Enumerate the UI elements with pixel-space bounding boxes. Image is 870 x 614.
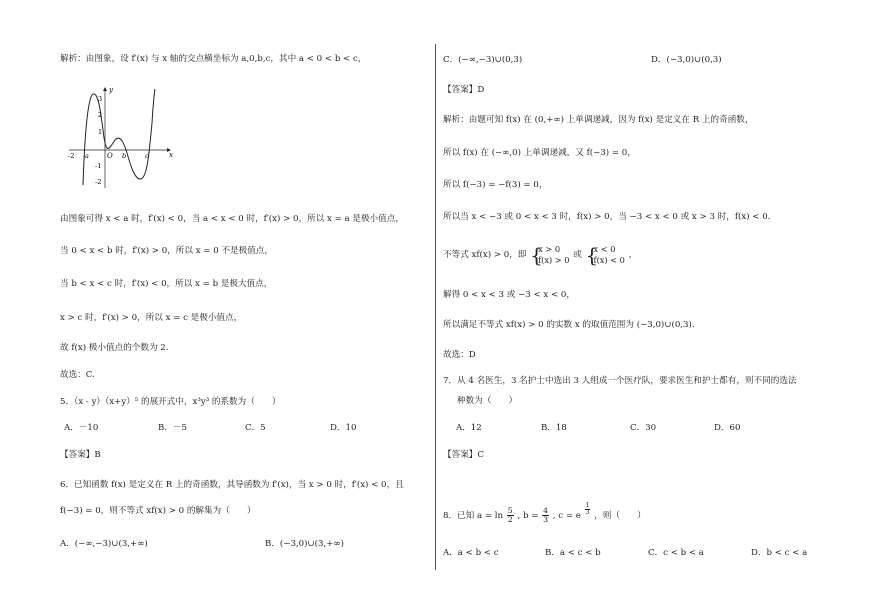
graph-tick-y-1: 1 bbox=[98, 128, 103, 136]
analysis-line-6: 故选：C. bbox=[60, 370, 95, 380]
q5-option-a: A．－10 bbox=[64, 423, 99, 433]
q5-option-d: D．10 bbox=[330, 423, 357, 433]
q8-prefix: 8．已知 a = ln bbox=[443, 510, 504, 521]
q7-option-d: D．60 bbox=[714, 423, 741, 433]
analysis-line-5: 故 f(x) 极小值点的个数为 2. bbox=[60, 343, 169, 353]
analysis-intro: 解析：由图象，设 f′(x) 与 x 轴的交点横坐标为 a,0,b,c，其中 a < 0 < b < c， bbox=[60, 54, 367, 64]
q8-frac-b-den: 3 bbox=[543, 514, 549, 524]
q6-analysis-7: 故选：D bbox=[443, 350, 476, 360]
graph-tick-y-2: 2 bbox=[98, 111, 103, 119]
ineq-sys1-row1: x > 0 bbox=[538, 243, 561, 254]
q6-option-a: A．(−∞,−3)∪(3,+∞) bbox=[60, 539, 148, 549]
q6-answer: 【答案】D bbox=[443, 85, 485, 95]
q8-option-c: C．c < b < a bbox=[648, 548, 704, 558]
q6-analysis-3: 所以 f(−3) = −f(3) = 0， bbox=[443, 180, 548, 190]
q6-analysis-6: 所以满足不等式 xf(x) > 0 的实数 x 的取值范围为 (−3,0)∪(0,3)． bbox=[443, 320, 701, 330]
q8-exp-num: 1 bbox=[585, 502, 590, 509]
q7-option-b: B．18 bbox=[541, 423, 567, 433]
analysis-line-3: 当 b < x < c 时，f′(x) < 0，所以 x = b 是极大值点， bbox=[60, 279, 273, 289]
question-6-line-2: f(−3) = 0，则不等式 xf(x) > 0 的解集为（ ） bbox=[60, 506, 256, 516]
column-divider bbox=[435, 44, 436, 570]
q8-suffix: ，则（ ） bbox=[594, 510, 646, 521]
q8-frac-b-num: 4 bbox=[543, 505, 549, 515]
ineq-prefix: 不等式 xf(x) > 0，即 bbox=[443, 250, 527, 260]
brace-2: { bbox=[585, 242, 599, 267]
q5-answer: 【答案】B bbox=[60, 450, 101, 460]
graph-x-label: x bbox=[169, 151, 173, 159]
ineq-system-2 bbox=[586, 244, 625, 266]
q8-option-a: A．a < b < c bbox=[443, 548, 499, 558]
q6-analysis-1: 解析：由题可知 f(x) 在 (0,+∞) 上单调递减，因为 f(x) 是定义在 R 上的奇函数， bbox=[443, 115, 754, 125]
ineq-or: 或 bbox=[573, 250, 582, 260]
q5-option-b: B．－5 bbox=[158, 423, 187, 433]
q6-analysis-5: 解得 0 < x < 3 或 −3 < x < 0， bbox=[443, 290, 575, 300]
q6-inequality-system bbox=[443, 243, 637, 267]
derivative-graph bbox=[65, 85, 175, 193]
ineq-sys2-row2: f(x) < 0 bbox=[593, 254, 625, 265]
question-5: 5．（x - y）（x+y）⁵ 的展开式中，x³y³ 的系数为（ ） bbox=[60, 397, 281, 407]
graph-tick-y-neg2: -2 bbox=[95, 178, 102, 186]
analysis-line-4: x > c 时，f′(x) > 0，所以 x = c 是极小值点， bbox=[60, 313, 243, 323]
q7-answer: 【答案】C bbox=[443, 450, 484, 460]
graph-y-arrow bbox=[103, 87, 107, 91]
analysis-line-2: 当 0 < x < b 时，f′(x) > 0，所以 x = 0 不是极值点， bbox=[60, 246, 273, 256]
q7-option-a: A．12 bbox=[456, 423, 482, 433]
q8-exp-den: 3 bbox=[585, 509, 590, 516]
q8-frac-b bbox=[542, 507, 549, 524]
ineq-sys2-row1: x < 0 bbox=[593, 243, 616, 254]
q8-option-b: B．a < c < b bbox=[545, 548, 601, 558]
graph-tick-y-neg1: -1 bbox=[95, 162, 102, 170]
graph-origin: O bbox=[107, 152, 113, 160]
question-6-line-1: 6．已知函数 f(x) 是定义在 R 上的奇函数，其导函数为 f′(x)，当 x > 0 时，f′(x) < 0，且 bbox=[60, 480, 404, 490]
graph-tick-x-c: c bbox=[145, 152, 149, 160]
derivative-curve bbox=[83, 89, 155, 185]
q6-option-d: D．(−3,0)∪(0,3) bbox=[651, 55, 722, 65]
graph-tick-x-b: b bbox=[122, 152, 127, 160]
q6-option-c: C．(−∞,−3)∪(0,3) bbox=[443, 55, 523, 65]
q6-analysis-2: 所以 f(x) 在 (−∞,0) 上单调递减，又 f(−3) = 0， bbox=[443, 148, 636, 158]
q6-analysis-4: 所以当 x < −3 或 0 < x < 3 时，f(x) > 0，当 −3 < x < 0 或 x > 3 时，f(x) < 0． bbox=[443, 212, 777, 222]
ineq-suffix: ， bbox=[628, 250, 638, 260]
q8-exponent bbox=[585, 503, 591, 516]
question-7-line-2: 种数为（ ） bbox=[457, 396, 518, 406]
q8-frac-a bbox=[507, 507, 514, 524]
analysis-line-1: 由图象可得 x < a 时，f′(x) < 0，当 a < x < 0 时，f′(x) > 0，所以 x = a 是极小值点， bbox=[60, 214, 404, 224]
q8-c: , c = e bbox=[552, 510, 581, 521]
q7-option-c: C．30 bbox=[630, 423, 657, 433]
q8-mid: , b = bbox=[517, 510, 539, 521]
ineq-sys1-row2: f(x) > 0 bbox=[538, 254, 570, 265]
question-8 bbox=[443, 503, 646, 528]
question-7-line-1: 7．从 4 名医生，3 名护士中选出 3 人组成一个医疗队，要求医生和护士都有，则不同的选法 bbox=[443, 376, 797, 386]
brace-1: { bbox=[530, 242, 543, 267]
q6-option-b: B．(−3,0)∪(3,+∞) bbox=[265, 539, 344, 549]
graph-tick-x-neg2: -2 bbox=[68, 152, 75, 160]
graph-y-label: y bbox=[109, 86, 113, 94]
q5-option-c: C．5 bbox=[245, 423, 266, 433]
ineq-system-1 bbox=[530, 244, 569, 266]
graph-tick-x-a: a bbox=[85, 152, 89, 160]
graph-tick-y-3: 3 bbox=[98, 95, 103, 103]
q8-option-d: D．b < c < a bbox=[751, 548, 808, 558]
q8-frac-a-num: 5 bbox=[507, 505, 513, 515]
q8-frac-a-den: 2 bbox=[507, 514, 513, 524]
